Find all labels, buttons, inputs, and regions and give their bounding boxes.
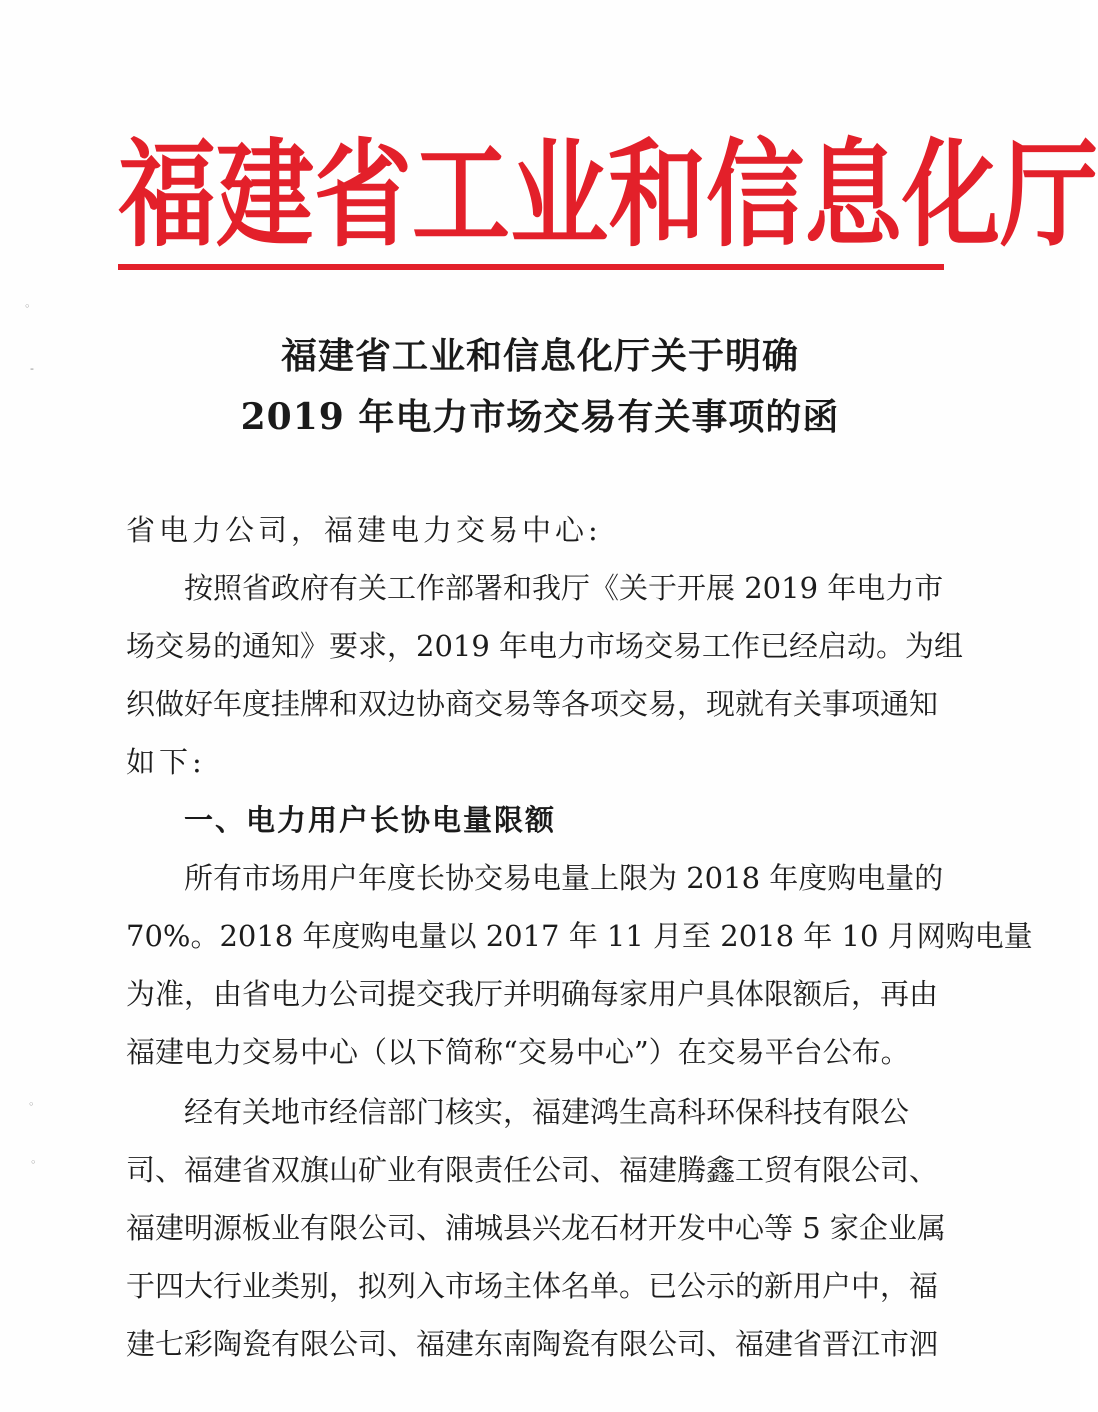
scan-speck: ‐ <box>30 362 34 375</box>
masthead-char: 福 <box>118 127 217 264</box>
scan-speck: ◦ <box>30 1156 37 1169</box>
paragraph-line: 按照省政府有关工作部署和我厅《关于开展 2019 年电力市 <box>184 571 944 605</box>
paragraph-line: 经有关地市经信部门核实，福建鸿生高科环保科技有限公 <box>184 1095 910 1129</box>
paragraph-line: 织做好年度挂牌和双边协商交易等各项交易，现就有关事项通知 <box>126 687 939 721</box>
masthead-char: 息 <box>804 127 903 264</box>
paragraph-line: 于四大行业类别，拟列入市场主体名单。已公示的新用户中，福 <box>126 1269 939 1303</box>
salutation: 省电力公司，福建电力交易中心: <box>126 513 602 547</box>
letterhead-red-rule <box>118 264 944 270</box>
masthead-char: 和 <box>608 127 707 264</box>
masthead-char: 建 <box>216 127 315 264</box>
paragraph-line: 为准，由省电力公司提交我厅并明确每家用户具体限额后，再由 <box>126 977 939 1011</box>
paragraph-line: 司、福建省双旗山矿业有限责任公司、福建腾鑫工贸有限公司、 <box>126 1153 939 1187</box>
masthead-char: 工 <box>412 127 511 264</box>
masthead-char: 省 <box>314 127 413 264</box>
document-title-line-2: 2019 年电力市场交易有关事项的函 <box>240 396 840 438</box>
paragraph-line: 所有市场用户年度长协交易电量上限为 2018 年度购电量的 <box>184 861 944 895</box>
masthead-char: 信 <box>706 127 805 264</box>
letterhead-masthead <box>118 127 1098 264</box>
section-heading: 一、电力用户长协电量限额 <box>184 803 557 837</box>
paragraph-line: 福建电力交易中心（以下简称“交易中心”）在交易平台公布。 <box>126 1035 910 1069</box>
paragraph-line: 场交易的通知》要求，2019 年电力市场交易工作已经启动。为组 <box>126 629 964 663</box>
masthead-char: 厅 <box>1000 127 1098 264</box>
paragraph-line: 建七彩陶瓷有限公司、福建东南陶瓷有限公司、福建省晋江市泗 <box>126 1327 939 1361</box>
paragraph-line: 福建明源板业有限公司、浦城县兴龙石材开发中心等 5 家企业属 <box>126 1211 946 1245</box>
paragraph-line: 如下: <box>126 745 206 779</box>
document-title-line-1: 福建省工业和信息化厅关于明确 <box>280 335 799 377</box>
scan-speck: ◦ <box>24 300 31 313</box>
masthead-char: 化 <box>902 127 1001 264</box>
paragraph-line: 70%。2018 年度购电量以 2017 年 11 月至 2018 年 10 月网购电量 <box>126 919 1033 953</box>
scan-speck: ◦ <box>28 1098 35 1111</box>
masthead-char: 业 <box>510 127 609 264</box>
